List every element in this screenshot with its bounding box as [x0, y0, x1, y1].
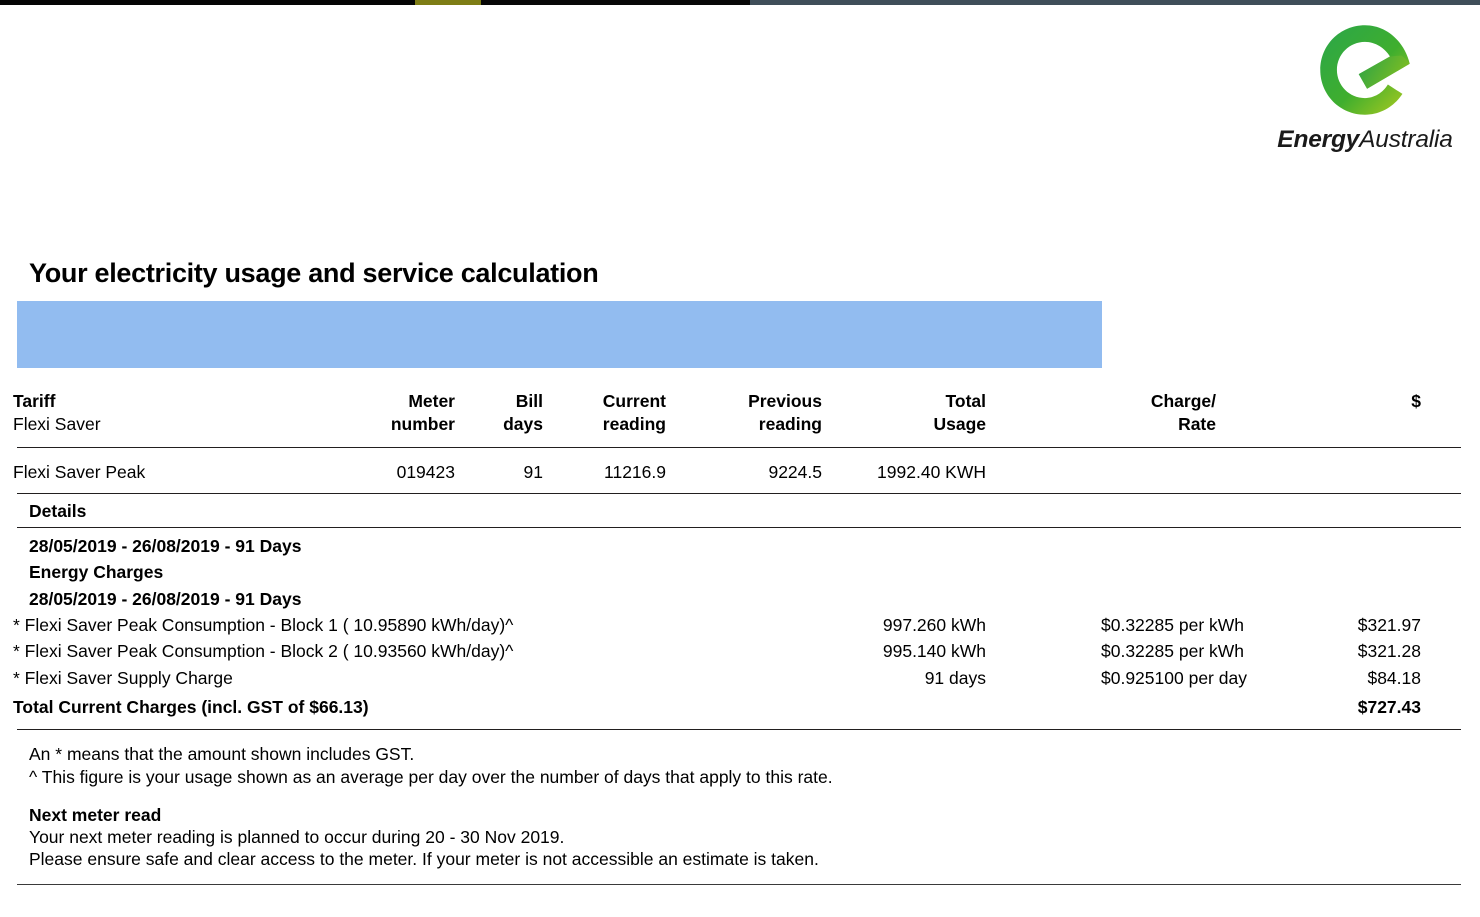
total-amount: $727.43	[1357, 697, 1421, 717]
header-tariff-sub: Flexi Saver	[13, 414, 101, 434]
cell-current-reading: 11216.9	[604, 462, 666, 482]
header-previous-reading-l2: reading	[758, 414, 822, 434]
header-bill-days-l1: Bill	[515, 391, 543, 411]
cell-previous-reading: 9224.5	[768, 462, 822, 482]
details-label: Details	[29, 501, 87, 521]
total-label: Total Current Charges (incl. GST of $66.13)	[13, 697, 369, 717]
header-amount: $	[1411, 391, 1421, 411]
line-item-usage: 995.140 kWh	[882, 641, 986, 661]
page-title: Your electricity usage and service calculation	[29, 258, 599, 288]
line-item-amount: $84.18	[1367, 668, 1421, 688]
header-bill-days-l2: days	[503, 414, 543, 434]
rule-under-meter-row	[17, 493, 1461, 494]
line-item-rate: $0.32285 per kWh	[1101, 641, 1245, 661]
line-item-rate: $0.925100 per day	[1101, 668, 1247, 688]
header-current-reading-l2: reading	[602, 414, 666, 434]
footnote-average: ^ This figure is your usage shown as an average per day over the number of days that apply to this rate.	[29, 767, 833, 787]
line-item-usage: 997.260 kWh	[882, 615, 986, 635]
cell-bill-days: 91	[523, 462, 543, 482]
header-charge-rate-l1: Charge/	[1150, 391, 1216, 411]
scan-edge-segment-olive	[415, 0, 481, 5]
redaction-bar	[17, 301, 1102, 368]
rule-under-header	[17, 447, 1461, 448]
cell-total-usage: 1992.40 KWH	[877, 462, 986, 482]
detail-energy-charges-label: Energy Charges	[29, 562, 164, 582]
line-item-description: * Flexi Saver Supply Charge	[13, 668, 233, 688]
cell-tariff-name: Flexi Saver Peak	[13, 462, 146, 482]
brand-word-australia: Australia	[1359, 126, 1453, 153]
header-charge-rate-l2: Rate	[1178, 414, 1216, 434]
line-item-description: * Flexi Saver Peak Consumption - Block 1 ( 10.95890 kWh/day)^	[13, 615, 514, 635]
scan-edge-artifact	[0, 0, 1480, 5]
line-item-amount: $321.28	[1357, 641, 1421, 661]
brand-wordmark	[1272, 126, 1458, 154]
detail-period-line-1: 28/05/2019 - 26/08/2019 - 91 Days	[29, 536, 302, 556]
next-meter-read-line-2: Please ensure safe and clear access to the meter. If your meter is not accessible an estimate is taken.	[29, 849, 819, 869]
header-meter-number-l1: Meter	[408, 391, 455, 411]
header-tariff: Tariff	[13, 391, 56, 411]
rule-under-details-label	[17, 527, 1461, 528]
header-current-reading-l1: Current	[602, 391, 666, 411]
brand-logo	[1272, 18, 1458, 154]
cell-meter-number: 019423	[396, 462, 455, 482]
rule-page-bottom	[17, 884, 1461, 885]
energyaustralia-e-logo-icon	[1313, 18, 1417, 122]
footnote-gst: An * means that the amount shown includes GST.	[29, 744, 415, 764]
header-previous-reading-l1: Previous	[748, 391, 822, 411]
scan-edge-segment-black-left	[0, 0, 415, 5]
scan-edge-segment-steel	[750, 0, 1480, 5]
next-meter-read-line-1: Your next meter reading is planned to occur during 20 - 30 Nov 2019.	[29, 827, 565, 847]
line-item-rate: $0.32285 per kWh	[1101, 615, 1245, 635]
header-total-usage-l1: Total	[945, 391, 986, 411]
detail-period-line-2: 28/05/2019 - 26/08/2019 - 91 Days	[29, 589, 302, 609]
rule-under-total	[17, 729, 1461, 730]
line-item-usage: 91 days	[924, 668, 986, 688]
scan-edge-segment-black-right	[481, 0, 750, 5]
line-item-description: * Flexi Saver Peak Consumption - Block 2 ( 10.93560 kWh/day)^	[13, 641, 514, 661]
line-item-amount: $321.97	[1357, 615, 1421, 635]
brand-word-energy: Energy	[1277, 126, 1360, 153]
next-meter-read-heading: Next meter read	[29, 805, 162, 825]
header-total-usage-l2: Usage	[933, 414, 986, 434]
header-meter-number-l2: number	[390, 414, 455, 434]
